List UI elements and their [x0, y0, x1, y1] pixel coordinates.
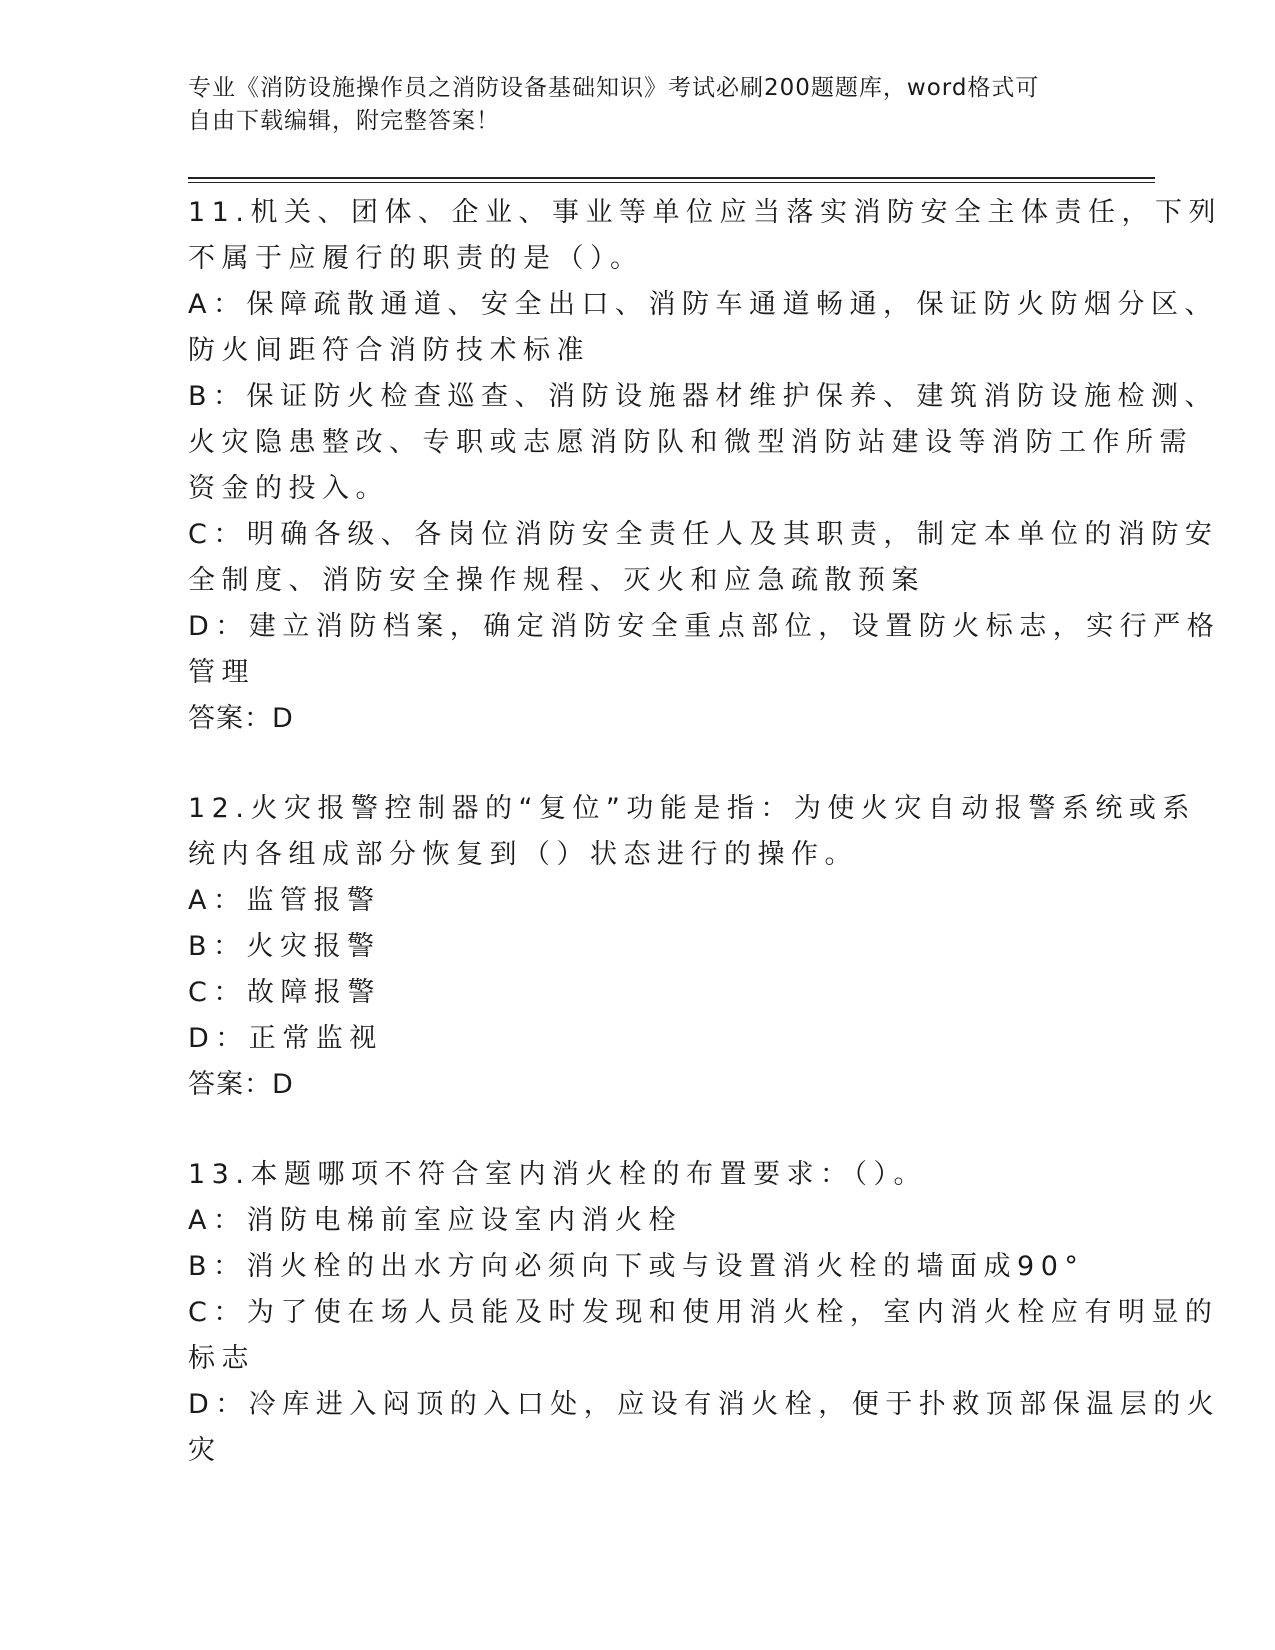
option-text-line: D：冷库进入闷顶的入口处，应设有消火栓，便于扑救顶部保温层的火	[188, 1389, 1221, 1420]
option-text-line: B：火灾报警	[188, 931, 381, 962]
question-11	[188, 190, 1222, 742]
question-stem-line: 不属于应履行的职责的是（）。	[188, 243, 644, 274]
option-text-line: D：建立消防档案，确定消防安全重点部位，设置防火标志，实行严格	[188, 611, 1221, 642]
option-c	[188, 970, 1088, 1016]
option-text-line: C：为了使在场人员能及时发现和使用消火栓，室内消火栓应有明显的	[188, 1297, 1219, 1328]
option-a	[188, 1198, 1088, 1244]
question-stem-line: 12.火灾报警控制器的“复位”功能是指：为使火灾自动报警系统或系	[188, 793, 1196, 824]
header-title-line-2: 自由下载编辑，附完整答案！	[188, 108, 500, 134]
option-text-line: 火灾隐患整改、专职或志愿消防队和微型消防站建设等消防工作所需	[188, 427, 1193, 458]
option-b	[188, 924, 1088, 970]
option-b	[188, 374, 1219, 512]
question-12	[188, 786, 1196, 1108]
option-a	[188, 282, 1218, 374]
option-c	[188, 512, 1219, 604]
question-13	[188, 1152, 1221, 1474]
question-stem-line: 统内各组成部分恢复到（）状态进行的操作。	[188, 839, 858, 870]
option-b	[188, 1244, 1088, 1290]
option-text-line: 管理	[188, 657, 255, 688]
option-d	[188, 604, 1221, 696]
option-a	[188, 878, 1088, 924]
question-stem-line: 13.本题哪项不符合室内消火栓的布置要求：（）。	[188, 1159, 927, 1190]
header-title-line-1: 专业《消防设施操作员之消防设备基础知识》考试必刷200题题库，word格式可	[188, 75, 1040, 101]
answer-label: 答案：D	[188, 1069, 294, 1100]
question-stem-line: 11.机关、团体、企业、事业等单位应当落实消防安全主体责任，下列	[188, 197, 1222, 228]
option-text-line: 防火间距符合消防技术标准	[188, 335, 590, 366]
option-d	[188, 1016, 1088, 1062]
document-header	[188, 72, 1068, 138]
answer-label: 答案：D	[188, 703, 294, 734]
option-text-line: C：明确各级、各岗位消防安全责任人及其职责，制定本单位的消防安	[188, 519, 1219, 550]
question-list	[188, 190, 1222, 1474]
option-text-line: C：故障报警	[188, 977, 381, 1008]
option-text-line: B：消火栓的出水方向必须向下或与设置消火栓的墙面成90°	[188, 1251, 1085, 1282]
option-text-line: A：消防电梯前室应设室内消火栓	[188, 1205, 682, 1236]
option-c	[188, 1290, 1219, 1382]
option-text-line: A：保障疏散通道、安全出口、消防车通道畅通，保证防火防烟分区、	[188, 289, 1218, 320]
option-text-line: D：正常监视	[188, 1023, 383, 1054]
option-text-line: A：监管报警	[188, 885, 381, 916]
option-text-line: 资金的投入。	[188, 473, 389, 504]
option-d	[188, 1382, 1221, 1474]
option-text-line: 标志	[188, 1343, 255, 1374]
header-divider-thick	[188, 177, 1155, 179]
option-text-line: 全制度、消防安全操作规程、灭火和应急疏散预案	[188, 565, 925, 596]
header-divider-thin	[188, 182, 1155, 183]
option-text-line: B：保证防火检查巡查、消防设施器材维护保养、建筑消防设施检测、	[188, 381, 1219, 412]
option-text-line: 灾	[188, 1435, 222, 1466]
